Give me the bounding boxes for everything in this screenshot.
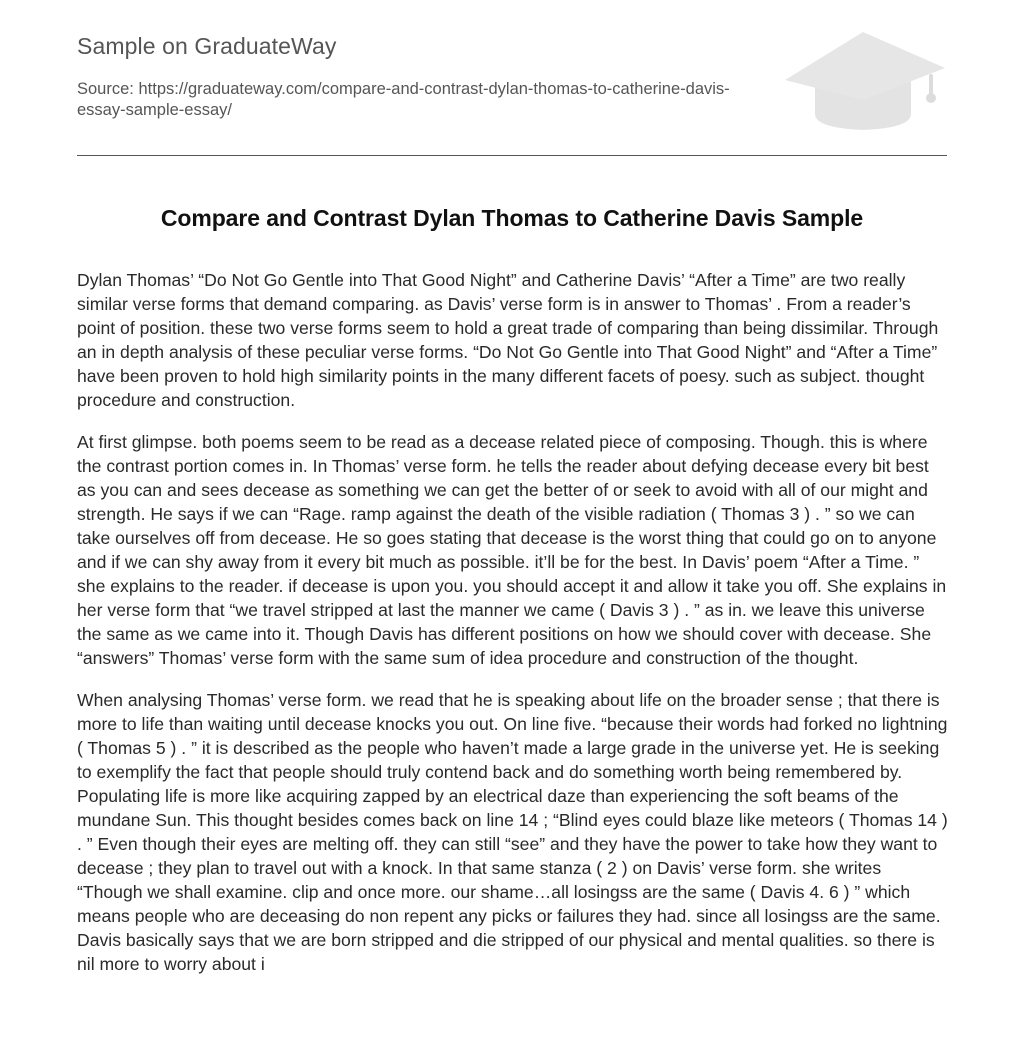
source-line <box>77 79 767 121</box>
source-link[interactable]: https://graduateway.com/compare-and-contrast-dylan-thomas-to-catherine-davis-essay-sample-essay/ <box>77 80 730 119</box>
page-header <box>77 0 947 156</box>
essay-body <box>77 268 949 994</box>
graduation-cap-icon <box>781 30 947 134</box>
source-label: Source: <box>77 80 134 98</box>
header-divider <box>77 155 947 156</box>
paragraph-3: When analysing Thomas’ verse form. we read that he is speaking about life on the broader sense ; that there is more to life than waiting until decease knocks you out. On line five. “because their words had forked no lightning ( Thomas 5 ) . ” it is described as the people who haven’t made a large grade in the universe yet. He is seeking to exemplify the fact that people should truly contend back and do something worth being remembered by. Populating life is more like acquiring zapped by an electrical daze than experiencing the soft beams of the mundane Sun. This thought besides comes back on line 14 ; “Blind eyes could blaze like meteors ( Thomas 14 ) . ” Even though their eyes are melting off. they can still “see” and they have the power to take how they want to decease ; they plan to travel out with a knock. In that same stanza ( 2 ) on Davis’ verse form. she writes “Though we shall examine. clip and once more. our shame…all losingss are the same ( Davis 4. 6 ) ” which means people who are deceasing do non repent any picks or failures they had. since all losingss are the same. Davis basically says that we are born stripped and die stripped of our physical and mental qualities. so there is nil more to worry about i <box>77 690 948 974</box>
site-title: Sample on GraduateWay <box>77 33 337 59</box>
paragraph-1: Dylan Thomas’ “Do Not Go Gentle into That Good Night” and Catherine Davis’ “After a Time” are two really similar verse forms that demand comparing. as Davis’ verse form is in answer to Thomas’ . From a reader’s point of position. these two verse forms seem to hold a great trade of comparing than being dissimilar. Through an in depth analysis of these peculiar verse forms. “Do Not Go Gentle into That Good Night” and “After a Time” have been proven to hold high similarity points in the many different facets of poesy. such as subject. thought procedure and construction. <box>77 270 939 410</box>
essay-title: Compare and Contrast Dylan Thomas to Catherine Davis Sample <box>160 205 864 231</box>
paragraph-2: At first glimpse. both poems seem to be read as a decease related piece of composing. Though. this is where the contrast portion comes in. In Thomas’ verse form. he tells the reader about defying decease every bit best as you can and sees decease as something we can get the better of or seek to avoid with all of our might and strength. He says if we can “Rage. ramp against the death of the visible radiation ( Thomas 3 ) . ” so we can take ourselves off from decease. He so goes stating that decease is the worst thing that could go on to anyone and if we can shy away from it every bit much as possible. it’ll be for the best. In Davis’ poem “After a Time. ” she explains to the reader. if decease is upon you. you should accept it and allow it take you off. She explains in her verse form that “we travel stripped at last the manner we came ( Davis 3 ) . ” as in. we leave this universe the same as we came into it. Though Davis has different positions on how we should cover with decease. She “answers” Thomas’ verse form with the same sum of idea procedure and construction of the thought. <box>77 432 947 668</box>
